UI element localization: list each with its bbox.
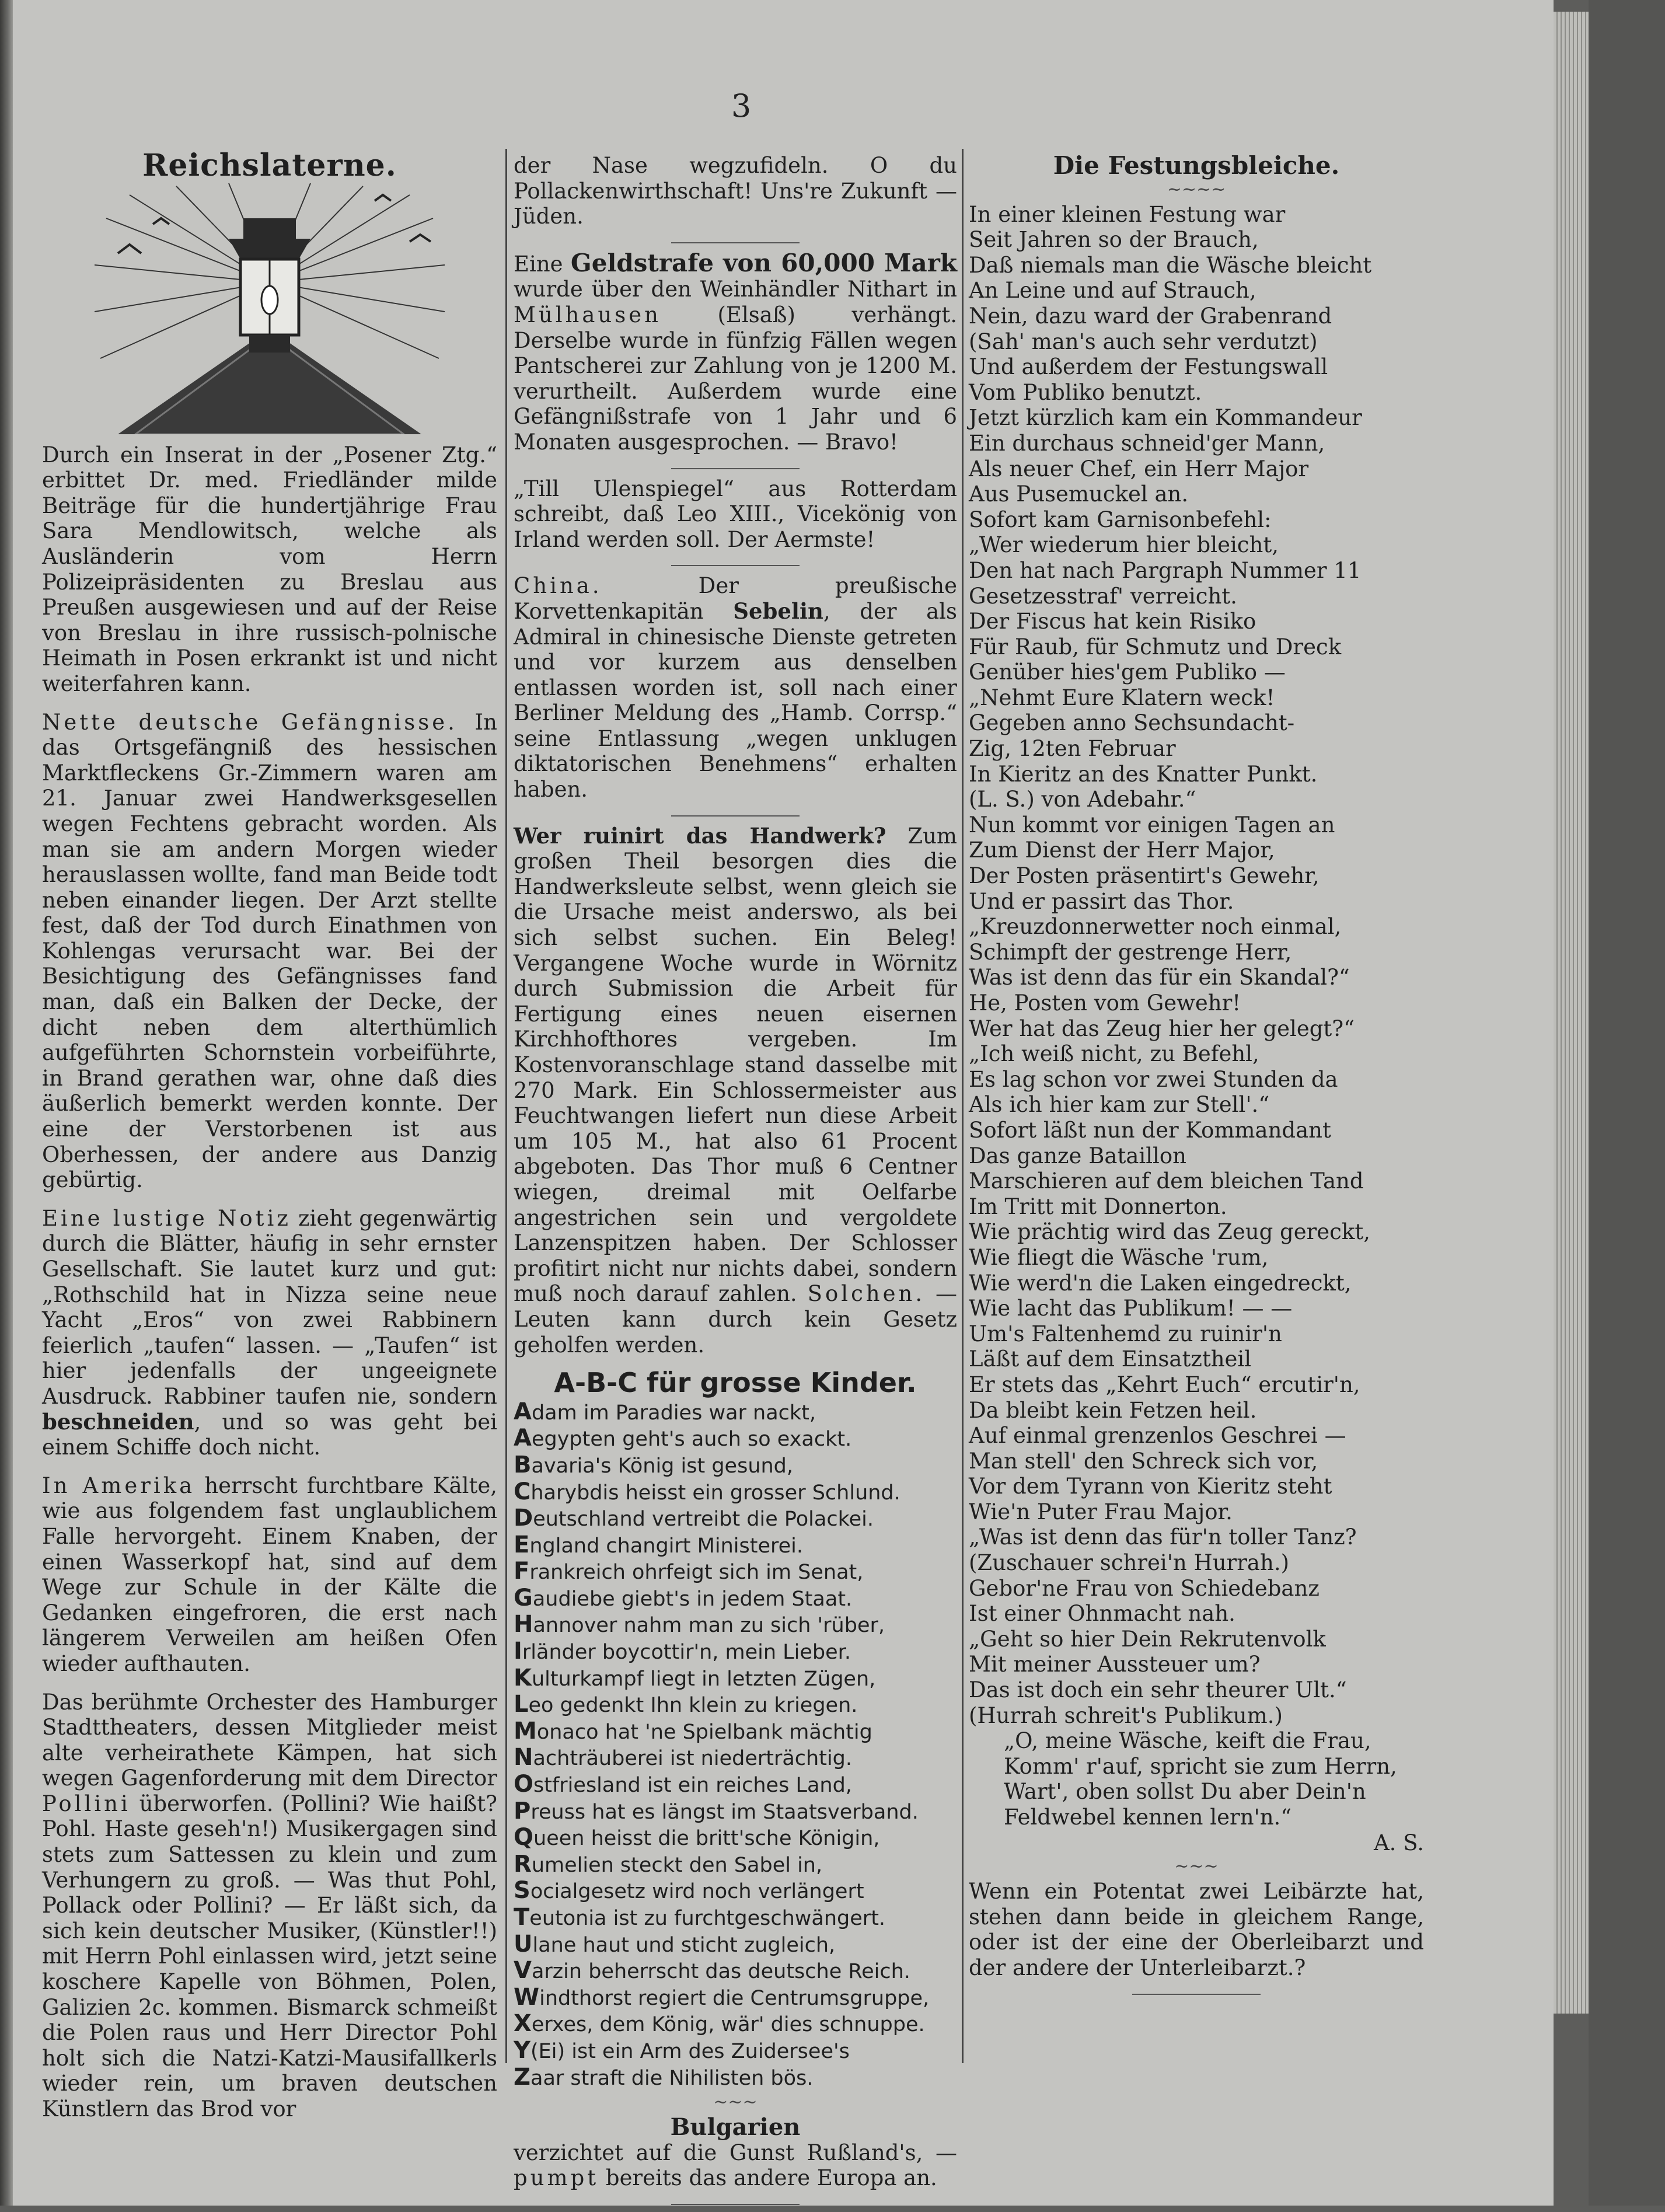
abc-text: ngland changirt Ministerei.: [529, 1534, 803, 1558]
article-emphasis: pumpt: [514, 2165, 599, 2191]
abc-text: egypten geht's auch so exackt.: [531, 1428, 852, 1452]
poem-line: Sofort kam Garnisonbefehl:: [969, 507, 1272, 532]
abc-line: [514, 1692, 957, 1719]
section-title: Reichslaterne.: [142, 148, 397, 183]
poem-line: Komm' r'auf, spricht sie zum Herrn,: [1004, 1753, 1397, 1779]
abc-initial: N: [514, 1744, 533, 1771]
article-paragraph: [42, 442, 497, 697]
poem-line: Was ist denn das für ein Skandal?“: [969, 965, 1350, 990]
poem-line: Mit meiner Aussteuer um?: [969, 1652, 1261, 1677]
abc-text: rländer boycottir'n, mein Lieber.: [522, 1641, 851, 1665]
poem-line: Das ganze Bataillon: [969, 1143, 1186, 1168]
poem-line: Genüber hies'gem Publiko —: [969, 660, 1286, 685]
abc-line: [514, 1745, 957, 1772]
poem-line: An Leine und auf Strauch,: [969, 278, 1256, 303]
poem-line: Wie'n Puter Frau Major.: [969, 1499, 1233, 1524]
abc-line: [514, 1453, 957, 1480]
abc-line: [514, 2011, 957, 2038]
abc-line: [514, 1586, 957, 1613]
poem-line: Gegeben anno Sechsundacht-: [969, 710, 1295, 736]
poem-line: „Geht so hier Dein Rekrutenvolk: [969, 1626, 1326, 1652]
page-edges: [1554, 12, 1589, 2014]
abc-text: aar straft die Nihilisten bös.: [530, 2066, 814, 2090]
poem-line: Das ist doch ein sehr theurer Ult.“: [969, 1677, 1347, 1703]
poem-line: Aus Pusemuckel an.: [969, 482, 1189, 507]
abc-text: ulturkampf liegt in letzten Zügen,: [532, 1667, 876, 1691]
poem-line: (Hurrah schreit's Publikum.): [969, 1702, 1283, 1728]
abc-text: ocialgesetz wird noch verlängert: [530, 1880, 864, 1904]
divider: [1132, 1994, 1261, 1995]
abc-initial: F: [514, 1558, 530, 1585]
background-shadow: [1589, 0, 1665, 2206]
article-text: zieht gegenwärtig durch die Blätter, häufig in sehr ernster Gesellschaft. Sie lautet kurz und gut: „Rothschild hat in Nizza seine neue Yacht „Eros“ von zwei Rabbinern feierlich „taufen“ lassen. — „Taufen“ ist hier jedenfalls der ungeeignete Ausdruck. Rabbiner taufen nie, sondern: [42, 1205, 497, 1409]
abc-initial: S: [514, 1877, 530, 1904]
abc-text: lane haut und sticht zugleich,: [532, 1933, 836, 1957]
article-lead: Eine: [514, 251, 563, 277]
article-paragraph: [42, 1206, 497, 1460]
article-lead: In Amerika: [42, 1473, 196, 1498]
abc-initial: W: [514, 1983, 540, 2011]
poem-line: Feldwebel kennen lern'n.“: [1004, 1805, 1292, 1830]
abc-initial: G: [514, 1584, 533, 1611]
poem-line: Um's Faltenhemd zu ruinir'n: [969, 1321, 1282, 1346]
article-lead: Nette deutsche Gefängnisse.: [42, 709, 458, 735]
column-left: [42, 148, 497, 2135]
article-text: der Nase wegzufideln. O du Pollackenwirthschaft! Uns're Zukunft — Jüden.: [514, 153, 957, 229]
abc-initial: A: [514, 1398, 532, 1425]
article-emphasis: beschneiden: [42, 1408, 194, 1435]
abc-initial: Q: [514, 1824, 534, 1851]
poem-line: Daß niemals man die Wäsche bleicht: [969, 252, 1372, 278]
epigram: [969, 1879, 1424, 1980]
poem-line: Den hat nach Pargraph Nummer 11: [969, 557, 1362, 583]
article-text: Wenn ein Potentat zwei Leibärzte hat, stehen dann beide in gleichem Range, oder ist der eine der Oberleibarzt und der andere der Unterleibarzt.?: [969, 1879, 1424, 1980]
article-text: verzichtet auf die Gunst Rußland's, —: [514, 2140, 957, 2165]
abc-line: [514, 1533, 957, 1559]
poem-line: Und außerdem der Festungswall: [969, 354, 1328, 380]
divider-ornament: ~~~: [713, 2092, 758, 2113]
abc-line: [514, 1719, 957, 1746]
abc-initial: U: [514, 1930, 533, 1958]
article-headline: Wer ruinirt das Handwerk?: [514, 822, 886, 849]
article-text: Das berühmte Orchester des Hamburger Stadttheaters, dessen Mitglieder meist alte verheirathete Kämpen, hat sich wegen Gagenforderung mit dem Director: [42, 1689, 497, 1791]
divider: [671, 2204, 800, 2205]
abc-text: ueen heisst die britt'sche Königin,: [533, 1827, 880, 1851]
abc-text: stfriesland ist ein reiches Land,: [533, 1774, 852, 1798]
poem-line: Wie fliegt die Wäsche 'rum,: [969, 1244, 1269, 1270]
abc-text: eutschland vertreibt die Polackei.: [533, 1508, 874, 1531]
article-emphasis: Sebelin: [733, 598, 823, 624]
abc-initial: A: [514, 1425, 532, 1452]
poem-title: Die Festungsbleiche.: [1053, 151, 1340, 180]
poem-line: Läßt auf dem Einsatztheil: [969, 1346, 1252, 1372]
abc-text: indthorst regiert die Centrumsgruppe,: [539, 1986, 930, 2010]
article-emphasis: Mülhausen: [514, 302, 661, 327]
abc-initial: Y: [514, 2036, 530, 2064]
abc-text: harybdis heisst ein grosser Schlund.: [530, 1481, 900, 1505]
article-text: — Leuten kann durch kein Gesetz geholfen werden.: [514, 1281, 958, 1358]
poem-line: (Sah' man's auch sehr verdutzt): [969, 329, 1318, 354]
poem-line: Und er passirt das Thor.: [969, 888, 1234, 914]
abc-initial: M: [514, 1717, 537, 1745]
poem-line: „Kreuzdonnerwetter noch einmal,: [969, 914, 1342, 940]
divider: [671, 565, 800, 566]
article-lead: China.: [514, 573, 602, 599]
article-text: herrscht furchtbare Kälte, wie aus folgendem fast unglaublichem Falle hervorgeht. Einem Knaben, der einen Wasserkopf hat, sind auf dem Wege zur Schule in der Kälte die Gedanken eingefroren, die erst nach längerem Verweilen am heißen Ofen wieder aufthauten.: [42, 1473, 497, 1676]
column-middle: [514, 153, 957, 2212]
abc-initial: X: [514, 2010, 532, 2037]
abc-list: [514, 1400, 957, 2091]
poem-line: Vom Publiko benutzt.: [969, 379, 1202, 405]
abc-line: [514, 1772, 957, 1799]
article-emphasis: Solchen.: [807, 1281, 926, 1307]
poem-line: Gebor'ne Frau von Schiedebanz: [969, 1575, 1320, 1601]
abc-title: A-B-C für grosse Kinder.: [554, 1367, 917, 1399]
article-paragraph: [514, 824, 957, 1358]
abc-initial: O: [514, 1771, 534, 1798]
poem-line: Man stell' den Schreck sich vor,: [969, 1448, 1318, 1474]
poem-line: Im Tritt mit Donnerton.: [969, 1194, 1227, 1219]
book-binding: [0, 0, 13, 2206]
abc-text: annover nahm man zu sich 'rüber,: [533, 1614, 885, 1638]
divider: [671, 468, 800, 469]
poem-line: Auf einmal grenzenlos Geschrei —: [969, 1423, 1346, 1449]
poem-line: Als ich hier kam zur Stell'.“: [969, 1092, 1270, 1118]
abc-initial: K: [514, 1664, 532, 1691]
article-paragraph: [42, 710, 497, 1193]
poem-line: Da bleibt kein Fetzen heil.: [969, 1397, 1257, 1423]
poem-line: Wie prächtig wird das Zeug gereckt,: [969, 1219, 1370, 1245]
poem-line: Der Fiscus hat kein Risiko: [969, 609, 1256, 634]
article-text: , und so was geht bei einem Schiffe doch nicht.: [42, 1409, 497, 1460]
poem-line: In Kieritz an des Knatter Punkt.: [969, 761, 1318, 787]
abc-line: [514, 1825, 957, 1852]
abc-line: [514, 1506, 957, 1533]
divider-ornament: ~~~~: [1167, 179, 1226, 200]
poem-line: Wer hat das Zeug hier her gelegt?“: [969, 1016, 1355, 1041]
poem-line: Ein durchaus schneid'ger Mann,: [969, 430, 1325, 456]
abc-line: [514, 1480, 957, 1506]
poem-line: (Zuschauer schrei'n Hurrah.): [969, 1550, 1290, 1576]
abc-text: reuss hat es längst im Staatsverband.: [530, 1800, 919, 1824]
article-paragraph: [514, 476, 957, 553]
poem-line: (L. S.) von Adebahr.“: [969, 787, 1196, 812]
poem-line: „Nehmt Eure Klatern weck!: [969, 685, 1275, 710]
abc-text: dam im Paradies war nackt,: [531, 1401, 816, 1425]
article-paragraph: [514, 573, 957, 802]
abc-line: [514, 1852, 957, 1879]
abc-text: avaria's König ist gesund,: [531, 1454, 794, 1478]
abc-line: [514, 1666, 957, 1693]
poem-line: Gesetzesstraf' verreicht.: [969, 583, 1237, 609]
abc-text: (Ei) ist ein Arm des Zuidersee's: [530, 2039, 850, 2063]
abc-initial: L: [514, 1691, 529, 1718]
abc-text: arzin beherrscht das deutsche Reich.: [531, 1960, 910, 1984]
article-text: , der als Admiral in chinesische Dienste getreten und vor kurzem aus denselben entlassen worden ist, soll nach einer Berliner Meldung des „Hamb. Corrsp.“ seine Entlassung „wegen unklugen diktatorischen Benehmens“ erhalten haben.: [514, 598, 958, 803]
abc-line: [514, 1878, 957, 1905]
poem-line: „Ich weiß nicht, zu Befehl,: [969, 1041, 1259, 1067]
article-text: „Till Ulenspiegel“ aus Rotterdam schreibt, daß Leo XIII., Vicekönig von Irland werden soll. Der Aermste!: [514, 476, 957, 552]
abc-initial: V: [514, 1957, 532, 1984]
article-text: wurde über den Weinhändler Nithart in: [514, 277, 957, 302]
abc-initial: C: [514, 1478, 531, 1505]
poem-line: Wie werd'n die Laken eingedreckt,: [969, 1270, 1352, 1296]
poem-line: Wart', oben sollst Du aber Dein'n: [1004, 1779, 1366, 1805]
article-text: Der preußische Korvettenkapitän: [514, 573, 958, 624]
bulgarien-title: Bulgarien: [670, 2113, 801, 2141]
poem-line: Es lag schon vor zwei Stunden da: [969, 1066, 1338, 1092]
poem-line: „Was ist denn das für'n toller Tanz?: [969, 1524, 1357, 1550]
abc-initial: D: [514, 1505, 533, 1532]
abc-initial: R: [514, 1850, 532, 1878]
poem-line: Vor dem Tyrann von Kieritz steht: [969, 1474, 1332, 1499]
poem-line: Nun kommt vor einigen Tagen an: [969, 812, 1335, 838]
poem-line: „O, meine Wäsche, keift die Frau,: [1004, 1728, 1371, 1754]
poem-line: Er stets das „Kehrt Euch“ ercutir'n,: [969, 1372, 1360, 1397]
poem-line: Zum Dienst der Herr Major,: [969, 838, 1275, 863]
abc-line: [514, 1426, 957, 1453]
abc-text: audiebe giebt's in jedem Staat.: [532, 1587, 853, 1611]
article-paragraph: [514, 250, 957, 455]
poem-line: Der Posten präsentirt's Gewehr,: [969, 863, 1320, 889]
article-headline: Geldstrafe von 60,000 Mark: [570, 248, 957, 277]
abc-line: [514, 1985, 957, 2012]
poem: [969, 202, 1424, 1830]
divider: [671, 815, 800, 817]
column-right: [969, 153, 1424, 2002]
abc-text: eo gedenkt Ihn klein zu kriegen.: [528, 1694, 858, 1718]
abc-line: [514, 1559, 957, 1586]
poem-line: Sofort läßt nun der Kommandant: [969, 1117, 1331, 1143]
abc-initial: E: [514, 1531, 530, 1558]
abc-line: [514, 1612, 957, 1639]
poem-line: Marschieren auf dem bleichen Tand: [969, 1168, 1364, 1194]
article-text: Durch ein Inserat in der „Posener Ztg.“ erbittet Dr. med. Friedländer milde Beiträge für die hundertjährige Frau Sara Mendlowitsch, welche als Ausländerin vom Herrn Polizeipräsidenten zu Breslau aus Preußen ausgewiesen und auf der Reise von Breslau in ihre russisch-polnische Heimath in Posen erkrankt ist und nicht weiterfahren kann.: [42, 442, 497, 696]
abc-line: [514, 2038, 957, 2065]
poem-line: Für Raub, für Schmutz und Dreck: [969, 634, 1342, 660]
article-paragraph: [42, 1690, 497, 2122]
signature: A. S.: [1373, 1830, 1424, 1855]
article-paragraph: [514, 153, 957, 229]
article-text: Zum großen Theil besorgen dies die Handwerksleute selbst, wenn gleich sie die Ursache meist anderswo, als bei sich selbst suchen. Ein Beleg! Vergangene Woche wurde in Wörnitz durch Submission die Arbeit für Fertigung eines neuen eisernen Kirchhofthores vergeben. Im Kostenvoranschlage stand dasselbe mit 270 Mark. Ein Schlossermeister aus Feuchtwangen liefert nun diese Arbeit um 105 M., hat also 61 Procent abgeboten. Das Thor muß 6 Centner wiegen, dreimal mit Oelfarbe angestrichen sein und vergoldete Lanzenspitzen haben. Der Schlosser profitirt nicht nur nichts dabei, sondern muß noch darauf zahlen.: [514, 823, 957, 1307]
article-text: In das Ortsgefängniß des hessischen Marktfleckens Gr.-Zimmern waren am 21. Januar zwei Handwerksgesellen wegen Fechtens gebracht worden. Als man sie am andern Morgen wieder herauslassen wollte, fand man Beide todt neben einander liegen. Der Arzt stellte fest, daß der Tod durch Einathmen von Kohlengas verursacht war. Bei der Besichtigung des Gefängnisses fand man, daß ein Balken der Decke, der dicht neben dem alterthümlich aufgeführten Schornstein vorbeiführte, in Brand gerathen war, ohne daß dies äußerlich bemerkt werden konnte. Der eine der Verstorbenen ist aus Oberhessen, der andere aus Danzig gebürtig.: [42, 709, 497, 1193]
lantern-illustration: [95, 183, 445, 434]
poem-line: Ist einer Ohnmacht nah.: [969, 1601, 1235, 1627]
abc-line: [514, 1639, 957, 1666]
poem-line: Nein, dazu ward der Grabenrand: [969, 303, 1332, 329]
article-text: bereits das andere Europa an.: [605, 2165, 937, 2191]
poem-line: Schimpft der gestrenge Herr,: [969, 939, 1292, 965]
abc-line: [514, 2065, 957, 2092]
divider-ornament: ~~~: [1174, 1856, 1219, 1877]
article-text: (Elsaß) verhängt. Derselbe wurde in fünfzig Fällen wegen Pantscherei zur Zahlung von je 1200 M. verurtheilt. Außerdem wurde eine Gefängnißstrafe von 1 Jahr und 6 Monaten ausgesprochen. — Bravo!: [514, 302, 957, 455]
abc-text: achträuberei ist niederträchtig.: [533, 1747, 853, 1771]
article-paragraph: [514, 2140, 957, 2191]
abc-text: erxes, dem König, wär' dies schnuppe.: [531, 2013, 925, 2037]
poem-line: In einer kleinen Festung war: [969, 201, 1286, 227]
abc-text: eutonia ist zu furchtgeschwängert.: [529, 1907, 886, 1930]
article-paragraph: [42, 1473, 497, 1677]
poem-line: Zig, 12ten Februar: [969, 736, 1176, 762]
abc-text: rankreich ohrfeigt sich im Senat,: [529, 1561, 864, 1585]
abc-line: [514, 1932, 957, 1959]
poem-line: Jetzt kürzlich kam ein Kommandeur: [969, 405, 1362, 431]
divider: [671, 242, 800, 243]
column-rule-right: [962, 149, 964, 2063]
article-lead: Eine lustige Notiz: [42, 1205, 291, 1231]
abc-line: [514, 1958, 957, 1985]
poem-line: He, Posten vom Gewehr!: [969, 990, 1241, 1016]
abc-text: onaco hat 'ne Spielbank mächtig: [536, 1720, 872, 1744]
poem-line: Wie lacht das Publikum! — —: [969, 1296, 1293, 1321]
abc-line: [514, 1799, 957, 1826]
abc-initial: I: [514, 1638, 522, 1665]
abc-line: [514, 1905, 957, 1932]
article-emphasis: Pollini: [42, 1791, 131, 1816]
abc-initial: Z: [514, 2063, 531, 2091]
abc-initial: T: [514, 1904, 530, 1931]
poem-line: Seit Jahren so der Brauch,: [969, 227, 1259, 253]
page-number: 3: [731, 88, 752, 124]
abc-initial: B: [514, 1451, 532, 1478]
article-text: überworfen. (Pollini? Wie haißt? Pohl. Haste geseh'n!) Musikergagen sind stets zum Sattessen zu klein und zum Verhungern zu groß. — Was thut Pohl, Pollack oder Pollini? — Er läßt sich, da sich kein deutscher Musiker, (Künstler!!) mit Herrn Pohl einlassen wird, jetzt seine koschere Kapelle von Böhmen, Polen, Galizien 2c. kommen. Bismarck schmeißt die Polen raus und Herr Director Pohl holt sich die Natzi-Katzi-Mausifallkerls wieder rein, um braven deutschen Künstlern das Brod vor: [42, 1791, 497, 2122]
poem-line: Als neuer Chef, ein Herr Major: [969, 456, 1309, 482]
abc-initial: H: [514, 1611, 533, 1638]
abc-initial: P: [514, 1797, 531, 1824]
column-rule-left: [505, 149, 507, 2063]
abc-line: [514, 1400, 957, 1426]
poem-line: „Wer wiederum hier bleicht,: [969, 532, 1279, 558]
abc-text: umelien steckt den Sabel in,: [531, 1853, 823, 1877]
